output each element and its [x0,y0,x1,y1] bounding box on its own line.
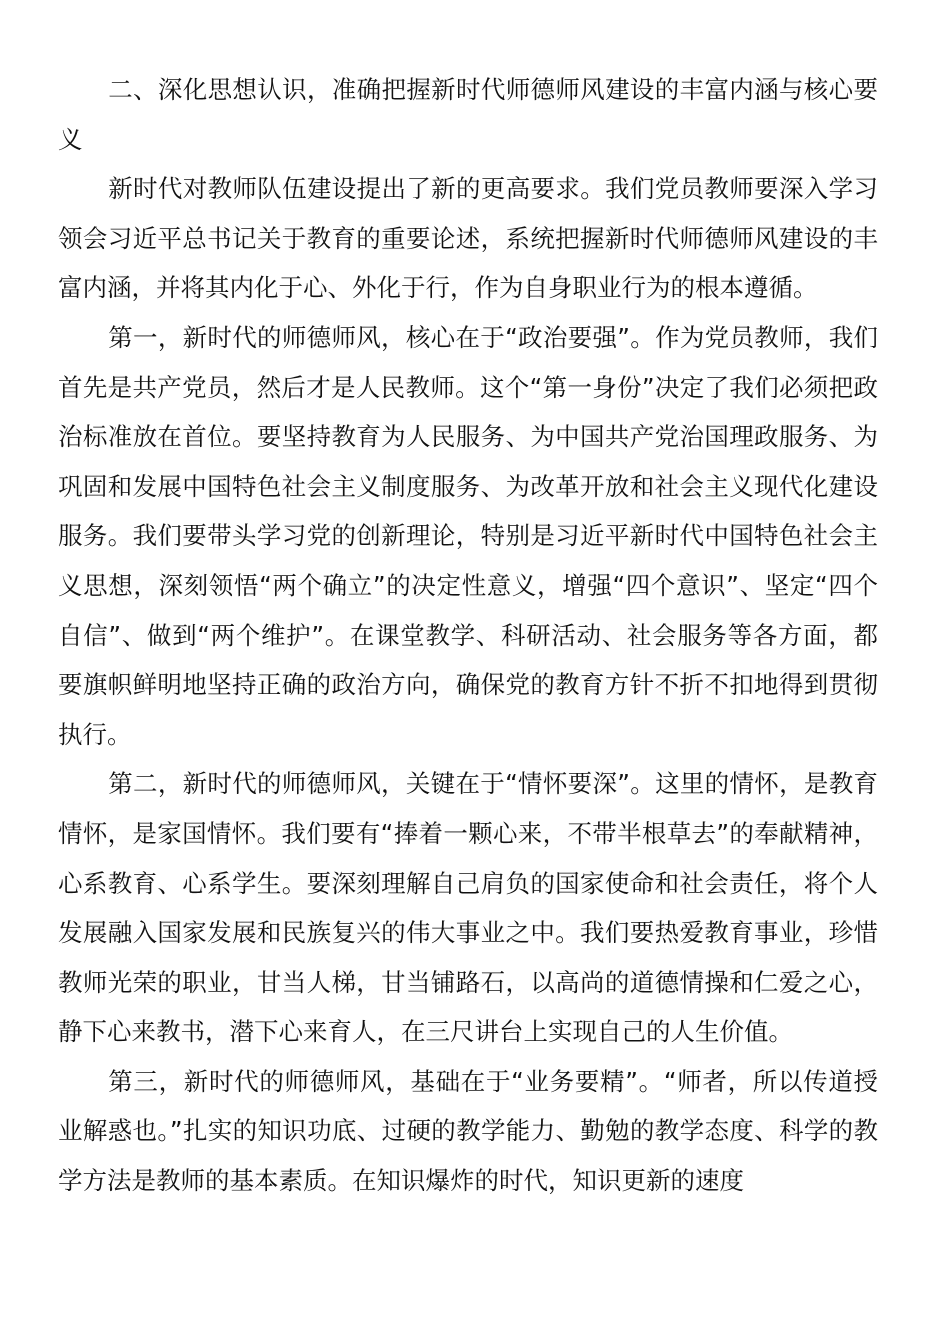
paragraph-first-political: 第一，新时代的师德师风，核心在于“政治要强”。作为党员教师，我们首先是共产党员，然后才是人民教师。这个“第一身份”决定了我们必须把政治标准放在首位。要坚持教育为人民服务、为中国共产党治国理政服务、为巩固和发展中国特色社会主义制度服务、为改革开放和社会主义现代化建设服务。我们要带头学习党的创新理论，特别是习近平新时代中国特色社会主义思想，深刻领悟“两个确立”的决定性意义，增强“四个意识”、坚定“四个自信”、做到“两个维护”。在课堂教学、科研活动、社会服务等各方面，都要旗帜鲜明地坚持正确的政治方向，确保党的教育方针不折不扣地得到贯彻执行。 [58,322,878,749]
paragraph-second-sentiment: 第二，新时代的师德师风，关键在于“情怀要深”。这里的情怀，是教育情怀，是家国情怀。我们要有“捧着一颗心来，不带半根草去”的奉献精神，心系教育、心系学生。要深刻理解自己肩负的国家使命和社会责任，将个人发展融入国家发展和民族复兴的伟大事业之中。我们要热爱教育事业，珍惜教师光荣的职业，甘当人梯，甘当铺路石，以高尚的道德情操和仁爱之心，静下心来教书，潜下心来育人，在三尺讲台上实现自己的人生价值。 [58,769,878,1047]
section-heading: 二、深化思想认识，准确把握新时代师德师风建设的丰富内涵与核心要义 [58,75,878,154]
paragraph-third-professional: 第三，新时代的师德师风，基础在于“业务要精”。“师者，所以传道授业解惑也。”扎实的知识功底、过硬的教学能力、勤勉的教学态度、科学的教学方法是教师的基本素质。在知识爆炸的时代，知识更新的速度 [58,1066,878,1196]
document-page [58,65,878,1206]
paragraph-intro: 新时代对教师队伍建设提出了新的更高要求。我们党员教师要深入学习领会习近平总书记关于教育的重要论述，系统把握新时代师德师风建设的丰富内涵，并将其内化于心、外化于行，作为自身职业行为的根本遵循。 [58,174,878,303]
